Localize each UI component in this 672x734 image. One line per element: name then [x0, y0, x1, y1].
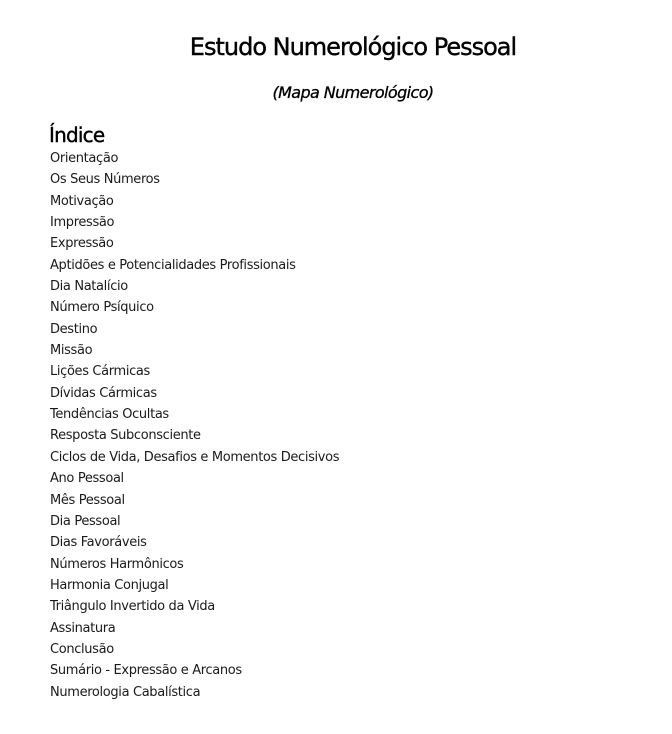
- toc-item-dias-favoraveis[interactable]: Dias Favoráveis: [50, 535, 147, 551]
- toc-item-os-seus-numeros[interactable]: Os Seus Números: [50, 172, 160, 188]
- toc-item-dia-pessoal[interactable]: Dia Pessoal: [50, 513, 121, 529]
- toc-item-mes-pessoal[interactable]: Mês Pessoal: [50, 492, 125, 508]
- toc-item-tendencias-ocultas[interactable]: Tendências Ocultas: [50, 407, 169, 423]
- toc-item-ano-pessoal[interactable]: Ano Pessoal: [50, 471, 124, 487]
- toc-item-impressao[interactable]: Impressão: [50, 215, 115, 231]
- toc-item-resposta-subconsciente[interactable]: Resposta Subconsciente: [50, 428, 201, 444]
- toc-item-harmonia-conjugal[interactable]: Harmonia Conjugal: [50, 577, 169, 593]
- toc-item-aptidoes[interactable]: Aptidões e Potencialidades Profissionais: [50, 257, 296, 273]
- toc-item-licoes-carmicas[interactable]: Lições Cármicas: [50, 364, 150, 380]
- toc-item-triangulo-invertido[interactable]: Triângulo Invertido da Vida: [50, 599, 215, 615]
- toc-item-numero-psiquico[interactable]: Número Psíquico: [50, 300, 154, 316]
- toc-item-expressao[interactable]: Expressão: [50, 236, 114, 252]
- document-subtitle: (Mapa Numerológico): [272, 83, 434, 102]
- toc-item-dia-natalicio[interactable]: Dia Natalício: [50, 279, 128, 295]
- toc-item-orientacao[interactable]: Orientação: [50, 151, 119, 166]
- toc-item-motivacao[interactable]: Motivação: [50, 193, 114, 209]
- document-title: Estudo Numerológico Pessoal: [189, 33, 517, 61]
- toc-heading: Índice: [49, 123, 105, 147]
- toc-item-sumario[interactable]: Sumário - Expressão e Arcanos: [50, 663, 242, 679]
- toc-item-conclusao[interactable]: Conclusão: [50, 641, 114, 657]
- toc-item-dividas-carmicas[interactable]: Dívidas Cármicas: [50, 385, 157, 401]
- toc-item-ciclos-de-vida[interactable]: Ciclos de Vida, Desafios e Momentos Decisivos: [50, 449, 340, 465]
- toc-item-destino[interactable]: Destino: [50, 321, 98, 337]
- toc-list: [50, 148, 339, 703]
- toc-item-numerologia-cabalistica[interactable]: Numerologia Cabalística: [50, 684, 201, 700]
- toc-item-missao[interactable]: Missão: [50, 343, 93, 359]
- toc-item-assinatura[interactable]: Assinatura: [50, 620, 116, 636]
- toc-item-numeros-harmonicos[interactable]: Números Harmônicos: [50, 556, 184, 572]
